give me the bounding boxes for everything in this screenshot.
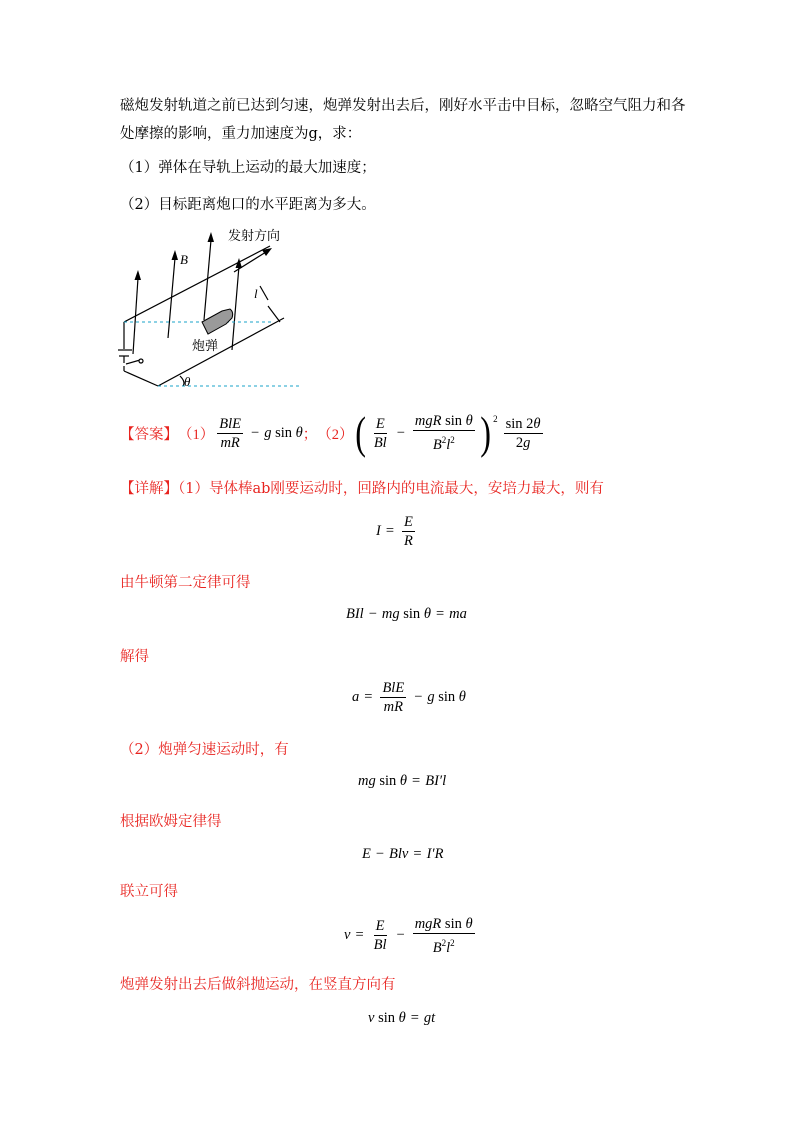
solution-intro	[120, 479, 604, 499]
problem-line-1: 磁炮发射轨道之前已达到匀速，炮弹发射出去后，刚好水平击中目标，忽略空气阻力和各	[120, 98, 686, 114]
field-arrowhead	[208, 232, 215, 242]
solution-intro-text: （1）导体棒ab刚要运动时，回路内的电流最大，安培力最大，则有	[178, 481, 604, 497]
shell-label: 炮弹	[192, 338, 219, 353]
field-arrowhead	[172, 250, 179, 260]
answer-1-formula: $\frac{\text{BlE}}{mR}$ − g sin θ	[219, 415, 303, 451]
question-2: （2）目标距离炮口的水平距离为多大。	[120, 197, 376, 213]
answer-2-formula: ( $\frac{E}{Bl}$ − $\frac{\text{mgR sin θ}}{B^2l^2}$ ) $^2$ $\frac{\sin 2\theta}{2g}$	[355, 407, 541, 458]
solution-tag: 【详解】	[120, 481, 178, 497]
answer-tag: 【答案】	[120, 426, 178, 443]
lower-rail	[158, 318, 284, 386]
equation-newton: BIl − mg sin θ = ma	[346, 606, 467, 622]
answer-part1-prefix: （1）	[178, 426, 215, 443]
question-1: （1）弹体在导轨上运动的最大加速度；	[120, 160, 376, 176]
equation-vertical: v sin θ = gt	[368, 1010, 436, 1026]
width-label-l: l	[254, 286, 258, 301]
equation-ohm: E − Blv = I′R	[362, 846, 444, 862]
switch-arm	[126, 360, 140, 364]
direction-label: 发射方向	[228, 228, 281, 243]
problem-line-2: 处摩擦的影响，重力加速度为g，求：	[120, 126, 362, 142]
equation-acceleration: a = $\frac{\text{BlE}}{mR}$ − g sin θ	[352, 680, 466, 715]
solve-text: 解得	[120, 649, 149, 665]
angle-label-theta: θ	[184, 374, 191, 389]
shell-body	[202, 309, 233, 334]
projectile-text: 炮弹发射出去后做斜抛运动，在竖直方向有	[120, 977, 396, 993]
part2-text: （2）炮弹匀速运动时，有	[120, 742, 289, 758]
ohm-law-text: 根据欧姆定律得	[120, 814, 222, 830]
answer-line	[120, 407, 546, 458]
equation-uniform: mg sin θ = BI′l	[358, 773, 447, 789]
field-label-B: B	[180, 252, 188, 267]
switch-contact	[139, 359, 143, 363]
equation-current: I = $\frac{E}{R}$	[376, 514, 413, 549]
newton-law-text: 由牛顿第二定律可得	[120, 575, 251, 591]
equation-velocity: v = $\frac{E}{Bl}$ − $\frac{\text{mgR sin θ}}{B^2l^2}$	[344, 916, 473, 956]
upper-rail	[124, 246, 270, 322]
field-arrowhead	[135, 270, 142, 280]
railgun-diagram	[118, 226, 308, 396]
answer-separator: ；	[302, 426, 318, 443]
answer-part2-prefix: （2）	[317, 426, 354, 443]
combine-text: 联立可得	[120, 884, 178, 900]
